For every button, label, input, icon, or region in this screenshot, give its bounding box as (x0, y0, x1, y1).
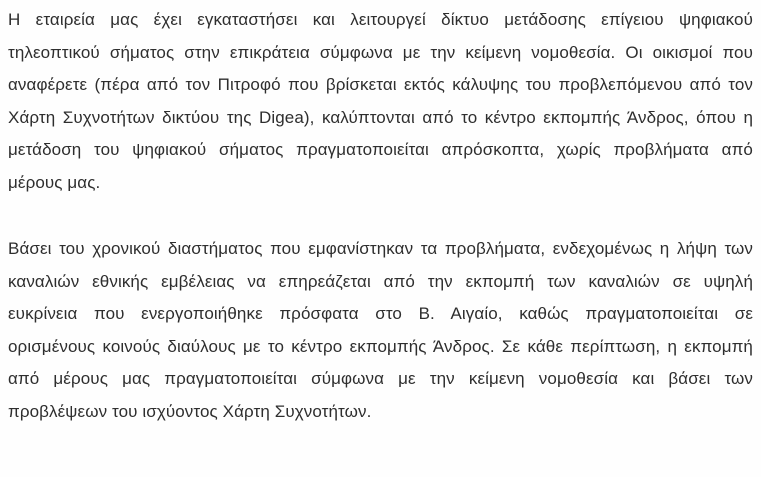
paragraph-2 (8, 233, 753, 428)
text-line: Η εταιρεία μας έχει εγκαταστήσει και λειτουργεί δίκτυο μετάδοσης επίγειου ψηφιακού (8, 10, 753, 29)
paragraph-1 (8, 4, 753, 199)
text-line: μέρους μας. (8, 172, 101, 192)
text-line: καναλιών εθνικής εμβέλειας να επηρεάζεται από την εκπομπή των καναλιών σε υψηλή (8, 271, 753, 291)
text-line: Βάσει του χρονικού διαστήματος που εμφανίστηκαν τα προβλήματα, ενδεχομένως η λήψη των (8, 239, 753, 258)
text-line: αναφέρετε (πέρα από τον Πιτροφό που βρίσκεται εκτός κάλυψης του προβλεπόμενου από τον (8, 75, 753, 94)
text-line: από μέρους μας πραγματοποιείται σύμφωνα με την κείμενη νομοθεσία και βάσει των (8, 369, 753, 388)
text-line: προβλέψεων του ισχύοντος Χάρτη Συχνοτήτων. (8, 401, 372, 421)
text-line: ορισμένους κοινούς διαύλους με το κέντρο εκπομπής Άνδρος. Σε κάθε περίπτωση, η εκπομπή (8, 336, 753, 356)
text-line: μετάδοση του ψηφιακού σήματος πραγματοποιείται απρόσκοπτα, χωρίς προβλήματα από (8, 140, 753, 159)
text-line: Χάρτη Συχνοτήτων δικτύου της Digea), καλύπτονται από το κέντρο εκπομπής Άνδρος, όπου η (8, 107, 753, 127)
text-line: ευκρίνεια που ενεργοποιήθηκε πρόσφατα στο Β. Αιγαίο, καθώς πραγματοποιείται σε (8, 304, 753, 323)
text-line: τηλεοπτικού σήματος στην επικράτεια σύμφωνα με την κείμενη νομοθεσία. Οι οικισμοί που (8, 42, 753, 62)
